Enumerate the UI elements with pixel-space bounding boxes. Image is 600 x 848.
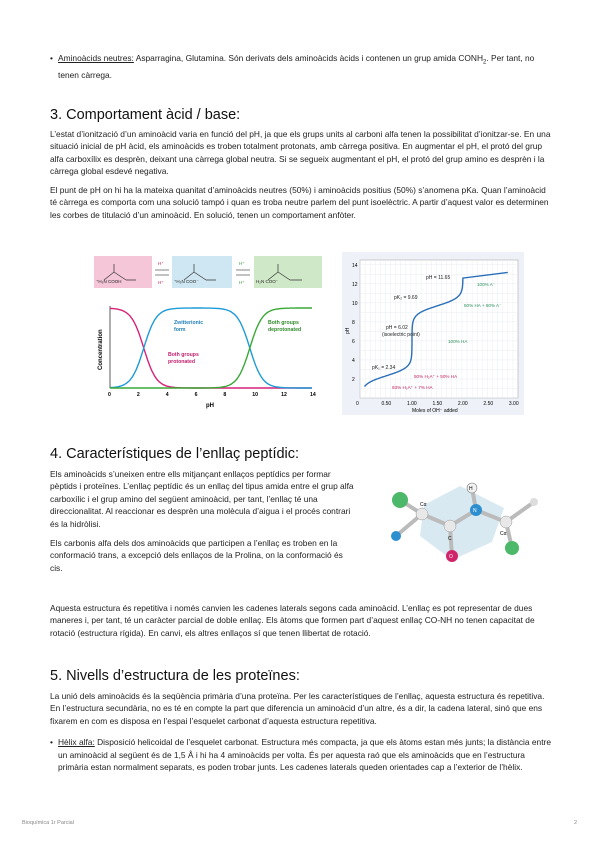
species-xtick-2: 2 xyxy=(136,392,140,398)
section4-paragraph-2: Els carbonis alfa dels dos aminoàcids que participen a l’enllaç es troben en la conformació trans, a excepció dels enllaços de la Prolina, on la conformació és cis. xyxy=(50,538,343,573)
species-xtick-0: 0 xyxy=(108,392,111,398)
annotation-93-h2a: 93% H₂A⁺ + 7% HA xyxy=(392,385,433,390)
section3-heading: 3. Comportament àcid / base: xyxy=(50,107,241,123)
titration-ytick-14: 14 xyxy=(352,262,358,269)
annotation-50-h2a: 50% H₂A⁺ + 50% HA xyxy=(414,374,458,379)
bullet-neutral-amino-acids xyxy=(50,52,553,82)
species-plot xyxy=(110,306,312,388)
label-calpha-2: Cα xyxy=(500,531,507,537)
annotation-ph-602: pH = 6.02 xyxy=(386,325,408,331)
bullet-term: Aminoàcids neutres: xyxy=(58,53,134,63)
species-xtick-8: 8 xyxy=(223,392,227,398)
species-distribution-figure xyxy=(88,250,328,410)
section4-paragraph-1: Els aminoàcids s’uneixen entre ells mitjançant enllaços peptídics per formar pèptids i proteïnes. L’enllaç peptídic és un enllaç del tipus amida entre el grup alfa carboxílic i el grup amino del següent aminoàcid, per tant, l’enllaç té una direccionalitat. Al reaccionar es desprèn una molècula d’aigua i el procés contrari és la hidròlisi. xyxy=(50,469,354,529)
alpha-carbon-1 xyxy=(416,508,428,520)
titration-ylabel: pH xyxy=(345,327,351,334)
deprotonated-label-line1: Both groups xyxy=(268,320,299,326)
section4-heading: 4. Característiques de l’enllaç peptídic: xyxy=(50,446,300,462)
annotation-100-a: 100% A⁻ xyxy=(477,282,496,287)
titration-ytick-10: 10 xyxy=(352,300,358,307)
species-xtick-4: 4 xyxy=(165,392,169,398)
alpha-carbon-2 xyxy=(500,516,512,528)
section5-paragraph-1: La unió dels aminoàcids és la seqüència primària d’una proteïna. Per les característiques de l’enllaç, aquesta estructura és repetitiva. En l’estructura secundària, no es té en compte la part que diferencia un aminoàcid d’un altre, és a dir, la cadena lateral, sinó que ens fixarem en com es disposa en l’espai l’esquelet carbonat d’aquesta estructura repetitiva. xyxy=(50,691,545,726)
footer-page-number: 2 xyxy=(574,820,578,826)
protonated-label-line1: Both groups xyxy=(168,352,199,358)
label-c: C xyxy=(448,536,452,542)
titration-ytick-4: 4 xyxy=(352,357,355,364)
titration-xtick-1.50: 1.50 xyxy=(432,401,443,407)
peptide-bond-molecule xyxy=(372,470,562,582)
titration-xtick-3.00: 3.00 xyxy=(508,401,519,407)
titration-xtick-1.00: 1.00 xyxy=(406,401,417,407)
titration-xtick-2.00: 2.00 xyxy=(457,401,468,407)
species-xtick-12: 12 xyxy=(281,392,287,398)
titration-xtick-0: 0 xyxy=(356,401,359,407)
footer-left: Bioquímica 1r Parcial xyxy=(22,820,74,826)
section5-heading: 5. Nivells d’estructura de les proteïnes: xyxy=(50,668,300,684)
bullet-dot: • xyxy=(50,737,53,747)
carbonyl-carbon xyxy=(444,520,456,532)
titration-xlabel: Moles of OH⁻ added xyxy=(412,408,458,414)
species-xlabel: pH xyxy=(206,403,214,409)
annotation-50-ha-50-a: 50% HA + 50% A⁻ xyxy=(464,303,502,308)
side-chain-atom-1 xyxy=(392,492,408,508)
protonated-molecule-label: ⁺H₃N COOH xyxy=(96,279,122,284)
titration-curve-figure xyxy=(342,252,524,415)
annotation-pk1: pK₁ = 2.34 xyxy=(372,365,396,371)
zwitterionic-label-line1: Zwitterionic xyxy=(174,320,204,326)
label-n: N xyxy=(473,508,477,514)
h-plus-label-1: H⁺ xyxy=(158,261,164,266)
annotation-100-ha: 100% HA xyxy=(448,339,468,344)
bullet-subscript: 2 xyxy=(483,59,487,66)
bullet-alpha-helix xyxy=(50,736,553,774)
annotation-ph-1165: pH = 11.65 xyxy=(426,275,451,281)
zwitterionic-label-line2: form xyxy=(174,327,186,333)
zwitterion-molecule-label: ⁺H₃N COO⁻ xyxy=(174,279,199,284)
species-xtick-6: 6 xyxy=(194,392,198,398)
n-terminal-atom xyxy=(391,531,401,541)
annotation-pk2: pK₂ = 9.69 xyxy=(394,295,418,301)
deprotonated-label-line2: deprotonated xyxy=(268,327,302,333)
alpha-helix-term: Hèlix alfa: xyxy=(58,737,95,747)
titration-xtick-2.50: 2.50 xyxy=(483,401,494,407)
species-xtick-14: 14 xyxy=(310,392,316,398)
section3-paragraph-1: L’estat d’ionització d’un aminoàcid varia en funció del pH, ja que els grups units al carboni alfa tenen la possibilitat d’ionitzar-se. En una situació inicial de pH àcid, els aminoàcids es troben totalment protonats, amb càrrega positiva. En augmentar el pH, el protó del grup alfa carboxílix es desprèn, deixant una càrrega global neutra. Si se segueix augmentant el pH, el protó del grup amino es desprèn i la càrrega global esdevé negativa. xyxy=(50,129,551,177)
deprotonated-molecule-label: H₂N COO⁻ xyxy=(256,279,279,284)
annotation-isoelectric: (isoelectric point) xyxy=(382,332,420,338)
label-calpha-1: Cα xyxy=(420,502,427,508)
titration-ytick-6: 6 xyxy=(352,338,355,345)
h-plus-label-3: H⁺ xyxy=(239,261,245,266)
h-plus-label-4: H⁺ xyxy=(239,280,245,285)
bullet-text: Asparragina, Glutamina. Són derivats dels aminoàcids àcids i contenen un grup amida CONH xyxy=(133,53,484,63)
side-chain-atom-2 xyxy=(505,541,519,555)
titration-xtick-0.50: 0.50 xyxy=(381,401,392,407)
section4-paragraph-3: Aquesta estructura és repetitiva i només canvien les cadenes laterals segons cada aminoàcid. L’enllaç es pot representar de dues maneres i, per tant, té un caràcter parcial de doble enllaç. Els àtoms que formen part d’aquest enllaç CO-NH no tenen capacitat de rotació (estructura rígida). En canvi, els altres enllaços sí que tenen llibertat de rotació. xyxy=(50,603,535,638)
label-o: O xyxy=(449,554,453,560)
titration-ytick-2: 2 xyxy=(352,376,355,383)
titration-ytick-8: 8 xyxy=(352,319,355,326)
c-terminal-atom xyxy=(530,498,538,506)
label-h: H xyxy=(469,486,473,492)
alpha-helix-text: Disposició helicoidal de l’esquelet carbonat. Estructura més compacta, ja que els àtoms estan més junts; la distància entre un aminoàcid al següent és de 1,5 Å i hi ha 4 aminoàcids per volta. És per aquesta raó que els aminoàcids que en l’estructura primària estan normalment separats, es poden trobar junts. Les cadenes laterals queden orientades cap a l’exterior de l’hèlix. xyxy=(58,737,551,773)
species-xtick-10: 10 xyxy=(252,392,259,398)
bullet-tail: . Per tant, no tenen càrrega. xyxy=(58,53,535,81)
species-ylabel: Concentration xyxy=(98,329,104,370)
amide-plane xyxy=(420,486,504,560)
species-xticks xyxy=(108,392,316,398)
protonated-label-line2: protonated xyxy=(168,359,196,365)
titration-ytick-12: 12 xyxy=(352,281,358,288)
section3-paragraph-2: El punt de pH on hi ha la mateixa quanitat d’aminoàcids neutres (50%) i aminoàcids positius (50%) s’anomena pKa. Quan l’aminoàcid té càrrega es comporta com una solució tampó i quan es troba neutre parlem del punt isoelèctric. A partir d’aquest valor es determinen les corbes de titulació d’un aminoàcid. En solució, tenen un comportament anfòter. xyxy=(50,185,549,220)
bullet-dot: • xyxy=(50,53,53,63)
h-plus-label-2: H⁺ xyxy=(158,280,164,285)
